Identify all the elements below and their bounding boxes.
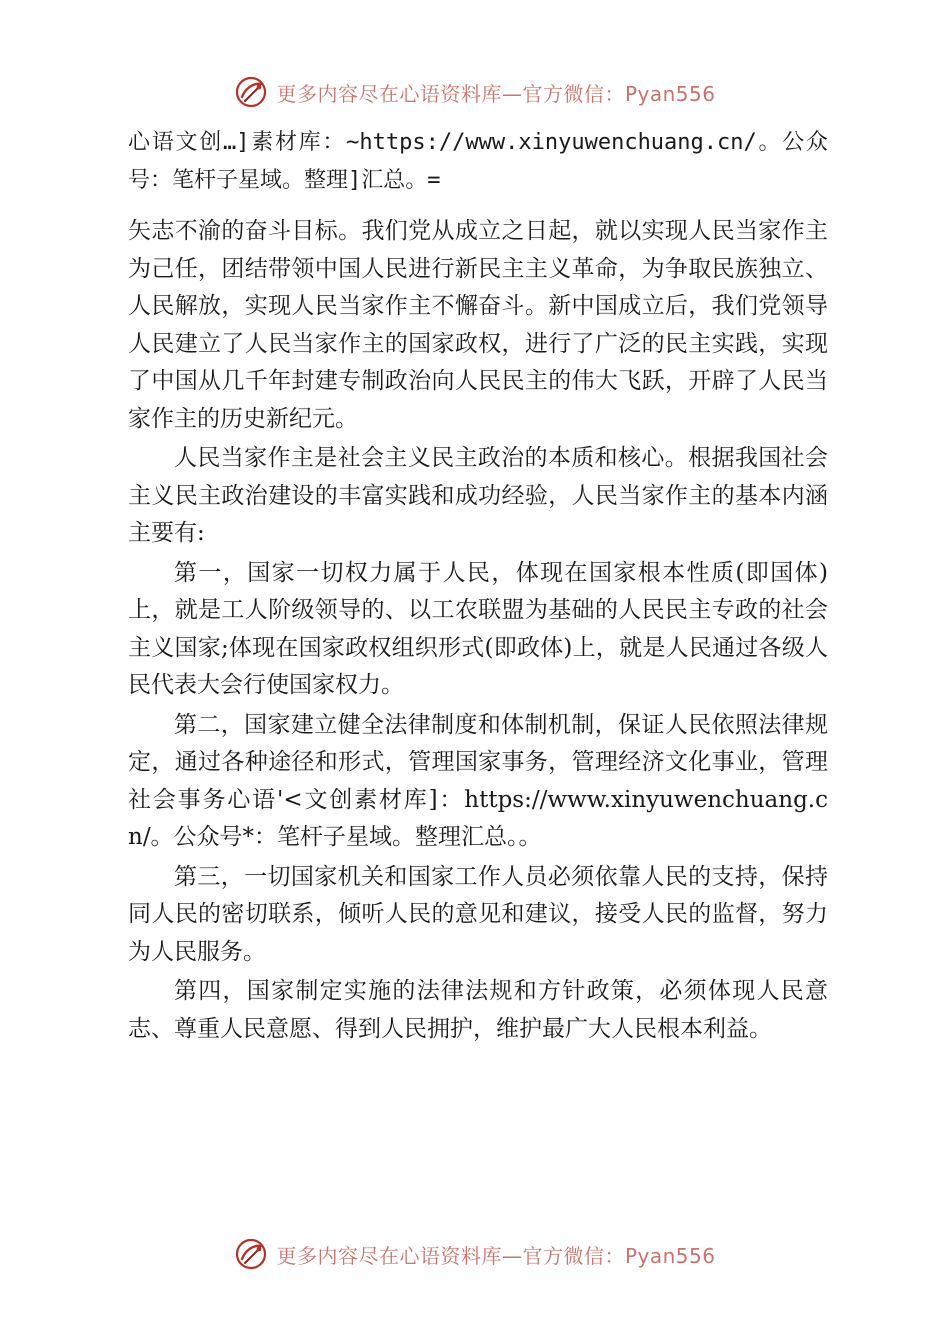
source-note: 心语文创…]素材库：~https://www.xinyuwenchuang.cn/。公众号：笔杆子星域。整理]汇总。=: [128, 130, 828, 193]
footer-banner: [0, 1232, 950, 1276]
footer-banner-text: 更多内容尽在心语资料库—官方微信：Pyan556: [276, 1243, 716, 1268]
paragraph: 第四，国家制定实施的法律法规和方针政策，必须体现人民意志、尊重人民意愿、得到人民拥护，维护最广大人民根本利益。: [128, 978, 828, 1042]
header-banner-text: 更多内容尽在心语资料库—官方微信：Pyan556: [276, 81, 716, 106]
header-banner: [0, 70, 950, 114]
document-body: [128, 124, 828, 1048]
writing-hand-logo-icon: [234, 75, 268, 109]
paragraph: 矢志不渝的奋斗目标。我们党从成立之日起，就以实现人民当家作主为己任，团结带领中国人民进行新民主主义革命，为争取民族独立、人民解放，实现人民当家作主不懈奋斗。新中国成立后，我们党领导人民建立了人民当家作主的国家政权，进行了广泛的民主实践，实现了中国从几千年封建专制政治向人民民主的伟大飞跃，开辟了人民当家作主的历史新纪元。: [128, 218, 828, 432]
paragraph: 第二，国家建立健全法律制度和体制机制，保证人民依照法律规定，通过各种途径和形式，管理国家事务，管理经济文化事业，管理社会事务心语'<文创素材库]：https://www.xinyuwenchuang.cn/。公众号*：笔杆子星域。整理汇总。。: [128, 711, 828, 850]
paragraph: 第一，国家一切权力属于人民，体现在国家根本性质(即国体)上，就是工人阶级领导的、以工农联盟为基础的人民民主专政的社会主义国家;体现在国家政权组织形式(即政体)上，就是人民通过各级人民代表大会行使国家权力。: [128, 559, 828, 698]
paragraph: 第三，一切国家机关和国家工作人员必须依靠人民的支持，保持同人民的密切联系，倾听人民的意见和建议，接受人民的监督，努力为人民服务。: [128, 863, 828, 965]
paragraph: 人民当家作主是社会主义民主政治的本质和核心。根据我国社会主义民主政治建设的丰富实践和成功经验，人民当家作主的基本内涵主要有:: [128, 445, 828, 546]
writing-hand-logo-icon: [234, 1237, 268, 1271]
